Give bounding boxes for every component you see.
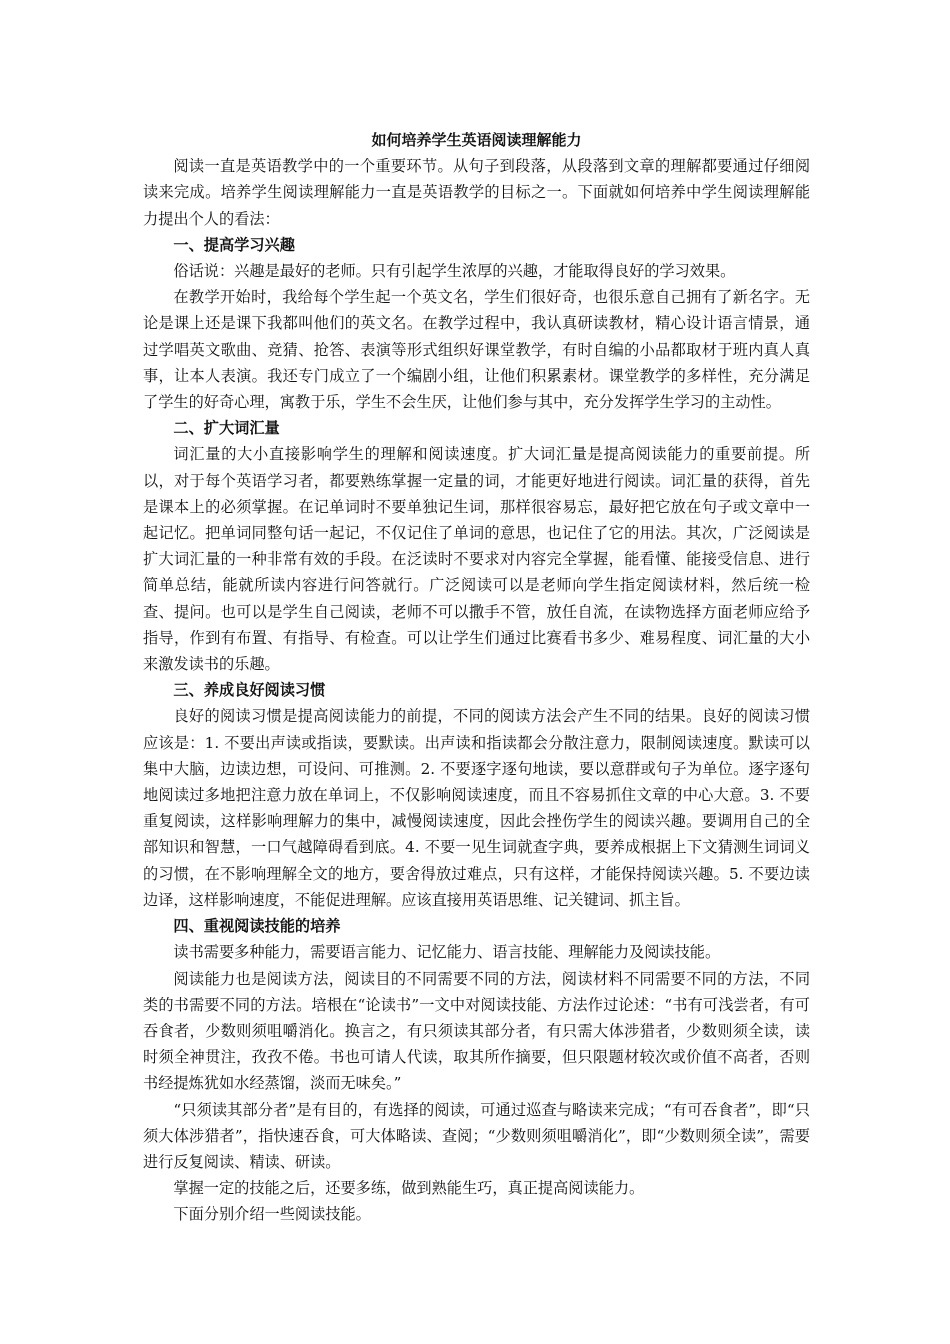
intro-paragraph: 阅读一直是英语教学中的一个重要环节。从句子到段落，从段落到文章的理解都要通过仔细阅读来完成。培养学生阅读理解能力一直是英语教学的目标之一。下面就如何培养中学生阅读理解能力提出个人的看法：	[143, 157, 810, 228]
section-4-paragraph-1: 读书需要多种能力，需要语言能力、记忆能力、语言技能、理解能力及阅读技能。	[173, 943, 721, 962]
section-4-paragraph-2: 阅读能力也是阅读方法，阅读目的不同需要不同的方法，阅读材料不同需要不同的方法，不同类的书需要不同的方法。培根在“论读书”一文中对阅读技能、方法作过论述：“书有可浅尝者，有可吞食者，少数则须咀嚼消化。换言之，有只须读其部分者，有只需大体涉猎者，少数则须全读，读时须全神贯注，孜孜不倦。书也可请人代读，取其所作摘要，但只限题材较次或价值不高者，否则书经提炼犹如水经蒸馏，淡而无味矣。”	[143, 969, 810, 1093]
section-1-paragraph-1: 俗话说：兴趣是最好的老师。只有引起学生浓厚的兴趣，才能取得良好的学习效果。	[173, 262, 736, 281]
section-3-paragraph-1: 良好的阅读习惯是提高阅读能力的前提，不同的阅读方法会产生不同的结果。良好的阅读习惯应该是：1. 不要出声读或指读，要默读。出声读和指读都会分散注意力，限制阅读速度。默读可以集中大脑，边读边想，可设问、可推测。2. 不要逐字逐句地读，要以意群或句子为单位。逐字逐句地阅读过多地把注意力放在单词上，不仅影响阅读速度，而且不容易抓住文章的中心大意。3. 不要重复阅读，这样影响理解力的集中，减慢阅读速度，因此会挫伤学生的阅读兴趣。要调用自己的全部知识和智慧，一口气越障碍看到底。4. 不要一见生词就查字典，要养成根据上下文猜测生词词义的习惯，在不影响理解全文的地方，要舍得放过难点，只有这样，才能保持阅读兴趣。5. 不要边读边译，这样影响速度，不能促进理解。应该直接用英语思维、记关键词、抓主旨。	[143, 707, 810, 909]
section-heading-2: 二、扩大词汇量	[173, 419, 280, 438]
document-title: 如何培养学生英语阅读理解能力	[371, 131, 582, 149]
section-heading-4: 四、重视阅读技能的培养	[173, 917, 341, 936]
document-page	[143, 127, 810, 1228]
section-heading-3: 三、养成良好阅读习惯	[173, 681, 326, 700]
section-1-paragraph-2: 在教学开始时，我给每个学生起一个英文名，学生们很好奇，也很乐意自己拥有了新名字。无论是课上还是课下我都叫他们的英文名。在教学过程中，我认真研读教材，精心设计语言情景，通过学唱英文歌曲、竞猜、抢答、表演等形式组织好课堂教学，有时自编的小品都取材于班内真人真事，让本人表演。我还专门成立了一个编剧小组，让他们积累素材。课堂教学的多样性，充分满足了学生的好奇心理，寓教于乐，学生不会生厌，让他们参与其中，充分发挥学生学习的主动性。	[143, 288, 810, 412]
section-heading-1: 一、提高学习兴趣	[173, 235, 295, 254]
section-4-paragraph-3: “只须读其部分者”是有目的，有选择的阅读，可通过巡查与略读来完成；“有可吞食者”，即“只须大体涉猎者”，指快速吞食，可大体略读、查阅；“少数则须咀嚼消化”，即“少数则须全读”，需要进行反复阅读、精读、研读。	[143, 1100, 810, 1171]
section-4-paragraph-5: 下面分别介绍一些阅读技能。	[173, 1205, 371, 1224]
section-2-paragraph-1: 词汇量的大小直接影响学生的理解和阅读速度。扩大词汇量是提高阅读能力的重要前提。所以，对于每个英语学习者，都要熟练掌握一定量的词，才能更好地进行阅读。词汇量的获得，首先是课本上的必须掌握。在记单词时不要单独记生词，那样很容易忘，最好把它放在句子或文章中一起记忆。把单词同整句话一起记，不仅记住了单词的意思，也记住了它的用法。其次，广泛阅读是扩大词汇量的一种非常有效的手段。在泛读时不要求对内容完全掌握，能看懂、能接受信息、进行简单总结，能就所读内容进行问答就行。广泛阅读可以是老师向学生指定阅读材料，然后统一检查、提问。也可以是学生自己阅读，老师不可以撒手不管，放任自流，在读物选择方面老师应给予指导，作到有布置、有指导、有检查。可以让学生们通过比赛看书多少、难易程度、词汇量的大小来激发读书的乐趣。	[143, 445, 810, 674]
section-4-paragraph-4: 掌握一定的技能之后，还要多练，做到熟能生巧，真正提高阅读能力。	[173, 1179, 645, 1198]
